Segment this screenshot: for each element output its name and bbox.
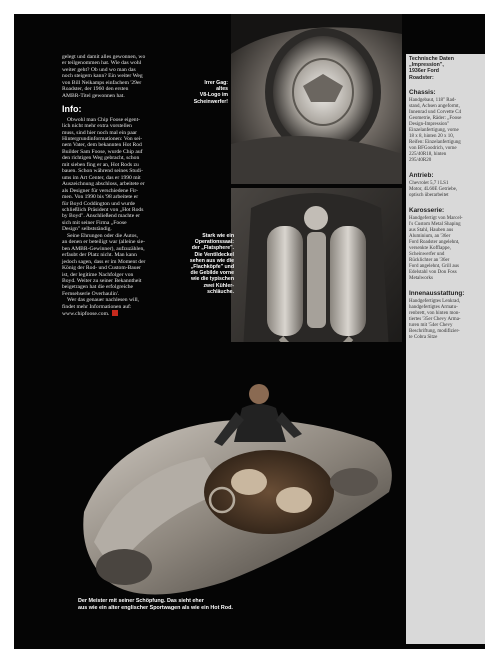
info-line: Seine Ehrungen oder die Autos, — [67, 232, 138, 239]
specs-title — [409, 56, 483, 81]
info-body — [62, 117, 178, 318]
caption-line: sehen aus wie die — [189, 257, 234, 264]
caption-line: wie die typischen — [191, 276, 234, 283]
spec-heading: Antrieb: — [409, 171, 434, 179]
article-line: er teilgenommen hat. Wie das wohl — [62, 60, 142, 67]
info-line: Hintergrundinformationen: Von sei- — [62, 135, 143, 142]
info-line: Boyd. Weiter zu seiner Bekanntheit — [62, 277, 142, 284]
technical-data-panel — [406, 54, 485, 644]
info-line: Auszeichnung abschloss, arbeitete er — [62, 181, 145, 188]
spec-heading: Innenausstattung: — [409, 289, 465, 297]
caption-line: aus wie ein alter englischer Sportwagen als wie ein Hot Rod. — [78, 605, 233, 611]
info-line: findet mehr Informationen auf: — [62, 303, 132, 310]
info-line: by Boyd". Anschließend machte er — [62, 213, 140, 220]
engine-caption — [184, 233, 234, 295]
spec-line: Chevrolet 5,7 l LS1 — [409, 180, 449, 186]
article-line: gelegt und damit alles gewonnen, wo — [62, 54, 146, 60]
info-line: bauen. Schon während seines Studi- — [62, 168, 143, 175]
spec-line: Motor, 4L60E Getriebe, — [409, 186, 458, 192]
spec-line: 295/40R20 — [409, 157, 432, 163]
spec-line: versenkte Kofflappe, — [409, 245, 451, 251]
spec-line: aus Stahl, Hauben aus — [409, 227, 454, 233]
caption-line: Operationssaal: — [194, 239, 234, 246]
spec-body — [409, 299, 483, 341]
article-column — [62, 54, 178, 318]
spec-line: tiertes '35er Chevy Arma- — [409, 316, 461, 322]
spec-line: Handgefertigtes Lenkrad, — [409, 298, 461, 304]
spec-line: Ford Roadster angelehnt, — [409, 239, 460, 245]
caption-line: Irrer Gag: — [204, 80, 228, 86]
info-line: Wer das genauer nachlesen will, — [67, 297, 140, 304]
spec-line: Design-Impression" — [409, 121, 450, 127]
magazine-page — [14, 14, 485, 649]
info-line: ums im Art Center, das er 1990 mit — [62, 174, 141, 181]
caption-line: die Gebilde vorne — [190, 270, 234, 277]
spec-line: stand, Achsen angeformt, — [409, 103, 460, 109]
spec-line: Aluminium, an '36er — [409, 233, 451, 239]
info-line: schließlich Präsident von „Hot Rods — [62, 206, 144, 213]
info-line: muss, sind hier noch mal ein paar — [62, 129, 138, 136]
caption-line: „Flachköpfe" und — [190, 264, 234, 271]
info-line: lich nicht mehr extra vorstellen — [62, 123, 132, 130]
caption-line: altes — [216, 86, 228, 93]
info-line: beigetragen hat die erfolgreiche — [62, 284, 133, 291]
spec-line: l's Custom Metal Shaping — [409, 221, 461, 227]
article-end-mark — [112, 310, 118, 316]
caption-line: Die Ventildeckel — [194, 251, 234, 258]
info-line: jedoch sagen, dass er im Moment der — [62, 258, 146, 265]
caption-line: V8-Logo im — [199, 92, 228, 99]
spec-line: Ford angelehnt, Grill aus — [409, 263, 459, 269]
spec-line: Handgefertigt von Marcel- — [409, 215, 463, 221]
info-line: mit sieben fing er an, Hot Rods zu — [62, 161, 139, 168]
spec-line: Einzelanfertigung, vorne — [409, 127, 459, 133]
info-line: Fernsehserie Overhaulin'. — [62, 290, 120, 297]
spec-line: Handgebaut, 118" Rad- — [409, 97, 456, 103]
spec-heading: Chassis: — [409, 88, 436, 96]
info-line: Obwohl man Chip Foose eigent- — [67, 116, 141, 123]
spec-line: turen mit '54er Chevy — [409, 322, 453, 328]
specs-title-line: Technische Daten — [409, 56, 454, 62]
caption-line: Der Meister mit seiner Schöpfung. Das sieht eher — [78, 598, 204, 604]
spec-line: von BFGoodrich, vorne — [409, 145, 457, 151]
specs-sections — [406, 89, 485, 341]
info-line: an denen er beteiligt war (alleine sie- — [62, 239, 145, 246]
info-line: für Boyd Coddington und wurde — [62, 200, 136, 207]
info-line: sich mit seiner Firma „Foose — [62, 219, 127, 226]
info-line: men. Von 1990 bis '98 arbeitete er — [62, 194, 139, 201]
spec-body — [409, 181, 483, 199]
article-line: Roadster, der 1960 den ersten — [62, 86, 129, 93]
spec-line: te Cobra Sitze — [409, 334, 438, 340]
spec-heading: Karosserie: — [409, 206, 445, 214]
specs-title-line: „Impression", — [409, 62, 444, 69]
spec-line: 225/40R18, hinten — [409, 151, 447, 157]
specs-title-line: Roadster: — [409, 74, 434, 81]
spec-line: Geometrie, Räder: „Foose — [409, 115, 462, 121]
spec-line: Reifen: Einzelanfertigung — [409, 139, 461, 145]
caption-line: der „Flatsphere". — [191, 245, 234, 252]
article-intro — [62, 54, 178, 99]
article-line: AMBR-Titel gewonnen hat. — [62, 92, 125, 99]
info-line: www.chipfoose.com. — [62, 310, 178, 317]
headlight-photo — [231, 14, 402, 184]
spec-line: Innenrad und Corvette C4 — [409, 109, 462, 115]
spec-line: Beschriftung, modifizier- — [409, 328, 460, 334]
spec-line: Metalworks — [409, 275, 433, 281]
info-line: nem Vater, dem bekannten Hot Rod — [62, 142, 142, 149]
info-line: König der Rod- und Custom-Bauer — [62, 265, 141, 272]
info-line: erfaubt der Platz nicht. Man kann — [62, 252, 137, 259]
spec-body — [409, 216, 483, 282]
info-line: Design" selbstständig. — [62, 226, 112, 233]
car-caption — [78, 598, 338, 612]
article-line: von Bill Neikamps einfachem '29er — [62, 79, 142, 86]
spec-line: renbrett, von hinten mon- — [409, 310, 461, 316]
specs-title-line: 1936er Ford — [409, 68, 440, 75]
spec-body — [409, 98, 483, 164]
info-line: Builder Sam Foose, wurde Chip auf — [62, 148, 143, 155]
spec-line: Rücklichter an '36er — [409, 257, 450, 263]
info-line: als Designer für verschiedene Fir- — [62, 187, 138, 194]
info-line: ist, der legitime Nachfolger von — [62, 271, 134, 278]
article-line: weiter geht? Ob und wo man das — [62, 66, 136, 73]
caption-line: schläuche. — [207, 288, 234, 295]
caption-line: Stark wie ein — [202, 233, 234, 239]
info-line: ben AMBR-Gewinner), aufzuzählen, — [62, 245, 145, 252]
spec-line: handgefertigtes Armatu- — [409, 304, 458, 310]
spec-line: Scheinwerfer und — [409, 251, 445, 257]
spec-line: Edelstahl von Don Foss — [409, 269, 457, 275]
article-line: noch steigern kann? Ein weiter Weg — [62, 73, 143, 80]
caption-line: Scheinwerfer! — [193, 98, 228, 105]
spec-line: optisch überarbeitet — [409, 192, 449, 198]
car-photo — [54, 342, 406, 642]
caption-line: zwei Kühler- — [203, 282, 234, 289]
headlight-caption — [190, 80, 228, 105]
spec-line: 18 x 8, hinten 20 x 10, — [409, 133, 454, 139]
info-heading: Info: — [62, 104, 82, 115]
info-line: den richtigen Weg gebracht, schon — [62, 155, 140, 162]
